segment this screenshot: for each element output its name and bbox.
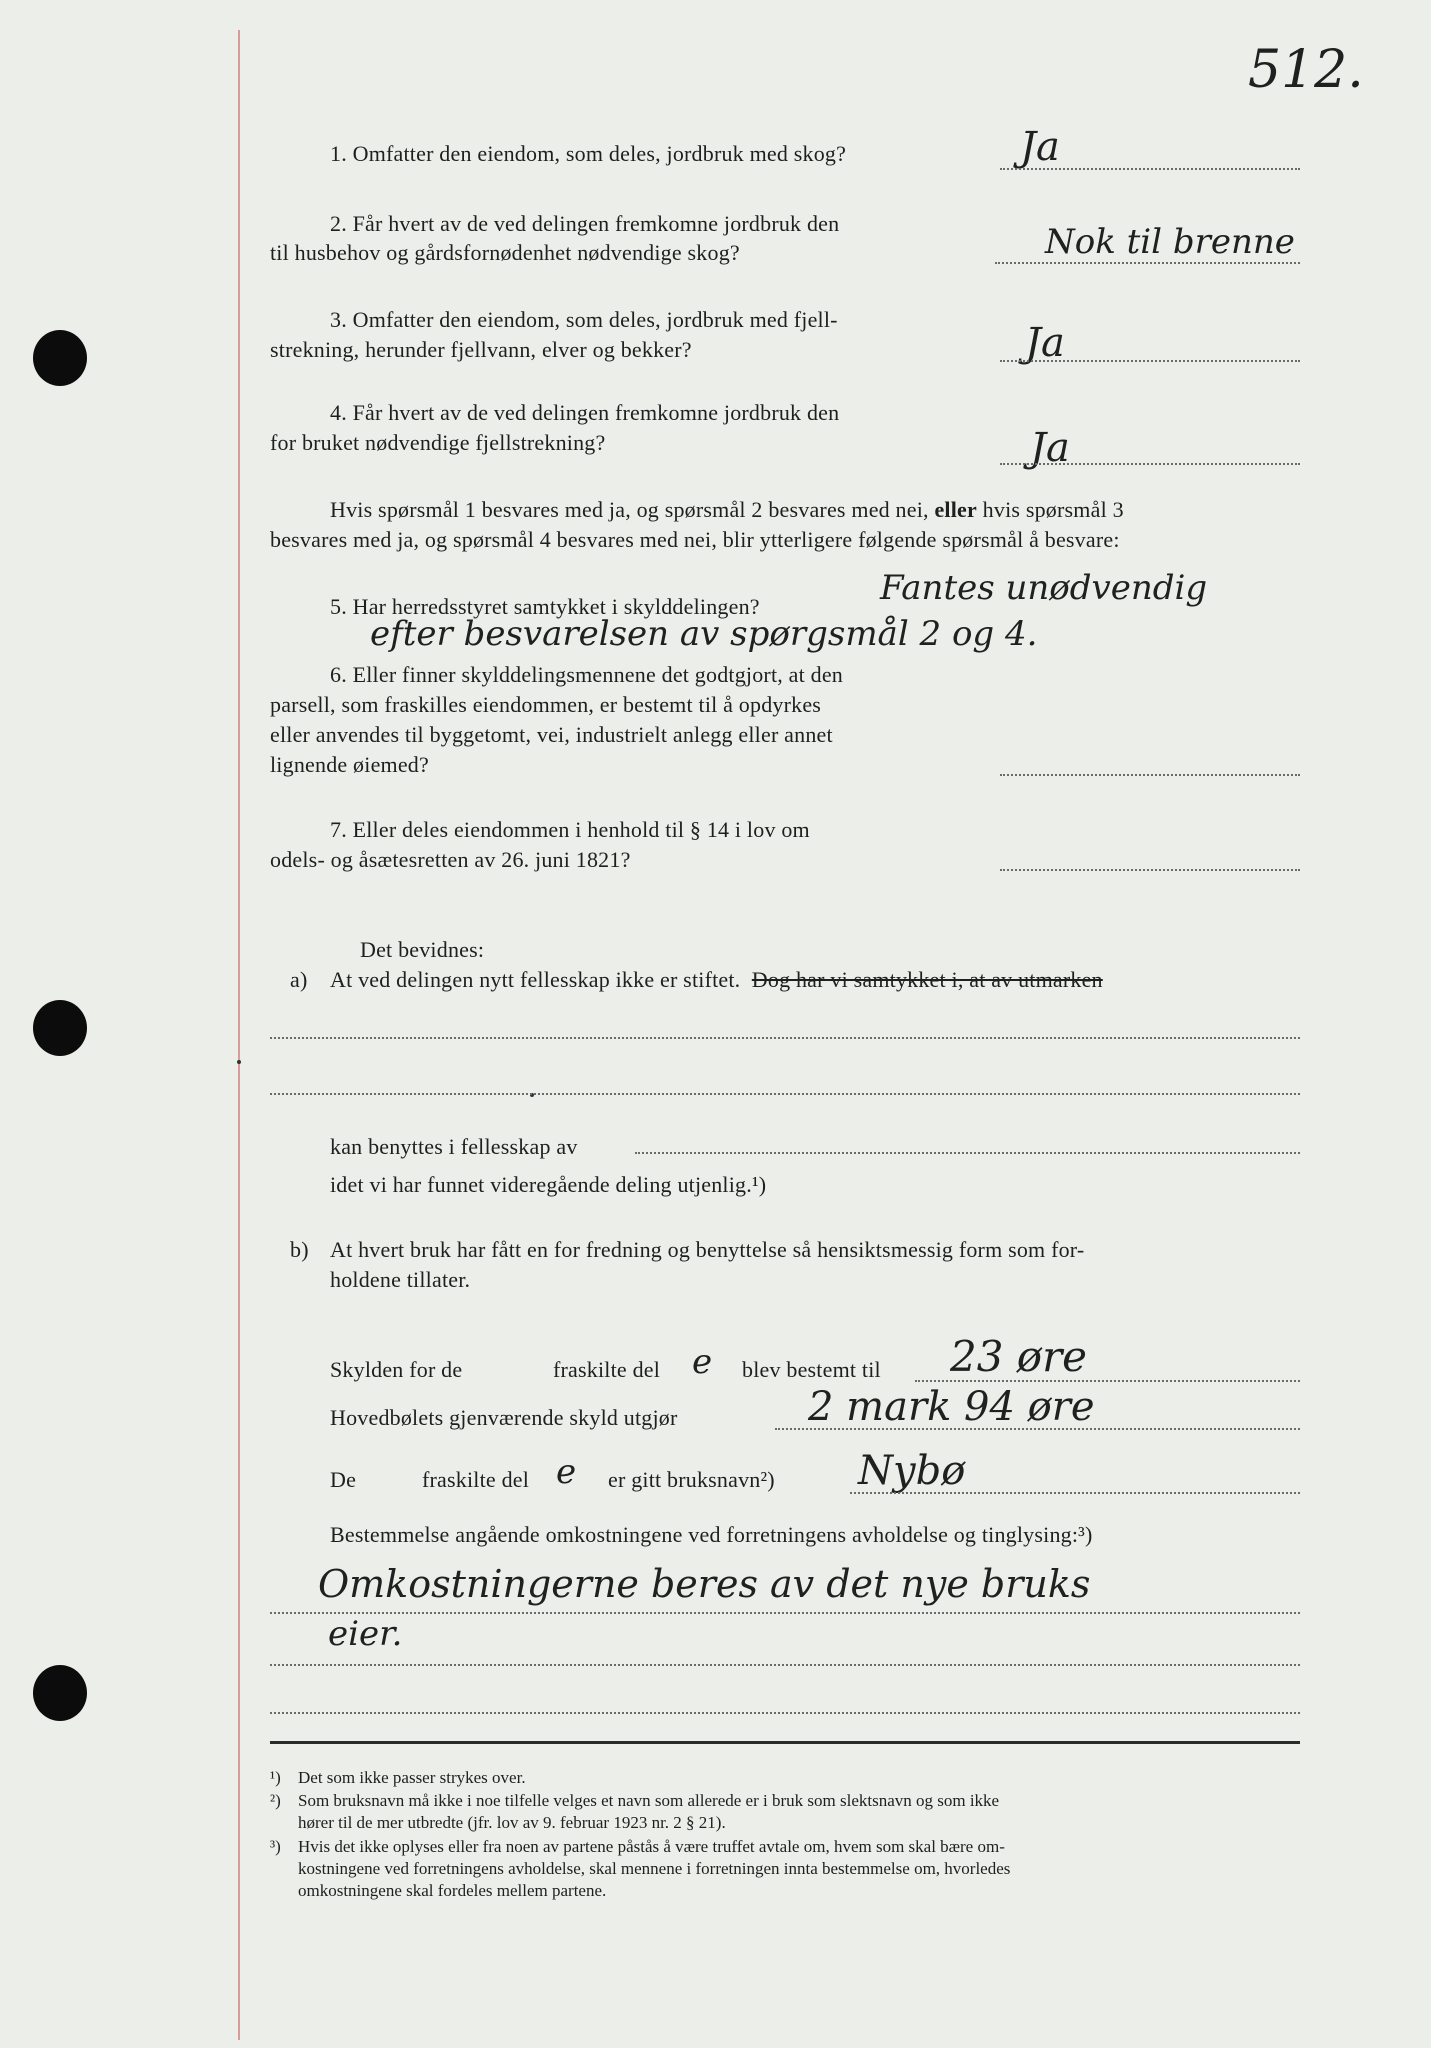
answer-line [270, 1712, 1300, 1714]
margin-mark [237, 1060, 241, 1064]
footnote-2-num: ²) [270, 1791, 281, 1810]
answer-1: Ja [1020, 124, 1060, 170]
certify-a-label: a) [290, 967, 308, 992]
navn-label-a: fraskilte del [422, 1467, 530, 1492]
skyld-label-a: Skylden for de [330, 1357, 463, 1382]
hoved-value: 2 mark 94 øre [808, 1384, 1095, 1430]
certify-a-text [330, 965, 1103, 995]
skyld-value: 23 øre [950, 1332, 1088, 1381]
question-3-line-1: 3. Omfatter den eiendom, som deles, jordbruk med fjell- [330, 307, 838, 332]
hoved-label: Hovedbølets gjenværende skyld utgjør [330, 1405, 678, 1430]
certify-further: idet vi har funnet videregående deling utjenlig.¹) [330, 1172, 767, 1197]
certify-heading: Det bevidnes: [360, 937, 485, 962]
question-7-line-2: odels- og åsætesretten av 26. juni 1821? [270, 847, 631, 872]
answer-line [1000, 774, 1300, 776]
answer-line [915, 1380, 1300, 1382]
question-5: 5. Har herredsstyret samtykket i skylddelingen? [330, 594, 760, 619]
blank-line [635, 1152, 1300, 1154]
question-6-line-1: 6. Eller finner skylddelingsmennene det godtgjort, at den [330, 662, 843, 687]
question-2-line-2: til husbehov og gårdsfornødenhet nødvendige skog? [270, 240, 740, 265]
answer-3: Ja [1025, 320, 1065, 366]
blank-line [270, 1093, 1300, 1095]
question-6-line-2: parsell, som fraskilles eiendommen, er bestemt til å opdyrkes [270, 692, 822, 717]
condition-bold: eller [934, 497, 977, 522]
navn-label-b: er gitt bruksnavn²) [608, 1467, 775, 1492]
answer-5-line-1: Fantes unødvendig [880, 568, 1208, 608]
certify-a-main: At ved delingen nytt fellesskap ikke er stiftet. [330, 967, 741, 992]
blank-line [270, 1037, 1300, 1039]
answer-line [1000, 360, 1300, 362]
skyld-fill: e [692, 1342, 713, 1382]
answer-line [270, 1664, 1300, 1666]
answer-4: Ja [1030, 425, 1070, 471]
condition-line-2: besvares med ja, og spørsmål 4 besvares med nei, blir ytterligere følgende spørsmål å besvare: [270, 527, 1120, 552]
answer-line [1000, 463, 1300, 465]
cost-value-line-1: Omkostningerne beres av det nye bruks [318, 1562, 1091, 1606]
question-3-line-2: strekning, herunder fjellvann, elver og bekker? [270, 337, 692, 362]
page-number: 512. [1248, 40, 1364, 100]
question-4-line-2: for bruket nødvendige fjellstrekning? [270, 430, 606, 455]
answer-5-line-2: efter besvarelsen av spørgsmål 2 og 4. [370, 614, 1038, 654]
navn-value: Nybø [858, 1448, 966, 1494]
footnote-1: Det som ikke passer strykes over. [298, 1768, 526, 1787]
cost-label: Bestemmelse angående omkostningene ved forretningens avholdelse og tinglysing:³) [330, 1522, 1093, 1547]
footnote-3-line-1: Hvis det ikke oplyses eller fra noen av partene påstås å være truffet avtale om, hvem som skal bære om- [298, 1837, 1005, 1856]
footnote-1-num: ¹) [270, 1768, 281, 1787]
condition-line-1 [330, 495, 1124, 525]
question-2-line-1: 2. Får hvert av de ved delingen fremkomne jordbruk den [330, 211, 840, 236]
skyld-label-c: blev bestemt til [742, 1357, 881, 1382]
navn-de: De [330, 1467, 357, 1492]
question-4-line-1: 4. Får hvert av de ved delingen fremkomne jordbruk den [330, 400, 840, 425]
answer-line [270, 1612, 1300, 1614]
condition-text-a: Hvis spørsmål 1 besvares med ja, og spørsmål 2 besvares med nei, [330, 497, 929, 522]
answer-line [850, 1492, 1300, 1494]
question-7-line-1: 7. Eller deles eiendommen i henhold til § 14 i lov om [330, 817, 810, 842]
footnote-3-num: ³) [270, 1837, 281, 1856]
answer-line [995, 262, 1300, 264]
certify-b-label: b) [290, 1237, 309, 1262]
question-6-line-4: lignende øiemed? [270, 752, 429, 777]
answer-line [1000, 168, 1300, 170]
footnote-3-line-2: kostningene ved forretningens avholdelse, skal mennene i forretningen innta bestemmelse om, hvorledes [298, 1859, 1011, 1878]
answer-line [1000, 869, 1300, 871]
condition-text-b: hvis spørsmål 3 [982, 497, 1124, 522]
question-1: 1. Omfatter den eiendom, som deles, jordbruk med skog? [330, 141, 847, 166]
navn-fill: e [556, 1452, 577, 1492]
skyld-label-b: fraskilte del [553, 1357, 661, 1382]
certify-b-line-2: holdene tillater. [330, 1267, 471, 1292]
footnote-2-line-1: Som bruksnavn må ikke i noe tilfelle velges et navn som allerede er i bruk som slektsnavn og som ikke [298, 1791, 1000, 1810]
footnote-2-line-2: hører til de mer utbredte (jfr. lov av 9. februar 1923 nr. 2 § 21). [298, 1813, 726, 1832]
answer-line [775, 1428, 1300, 1430]
punch-hole [33, 330, 87, 386]
answer-2: Nok til brenne [1045, 222, 1295, 262]
cost-value-line-2: eier. [328, 1614, 403, 1654]
certify-shared: kan benyttes i fellesskap av [330, 1134, 578, 1159]
question-6-line-3: eller anvendes til byggetomt, vei, industrielt anlegg eller annet [270, 722, 833, 747]
punch-hole [33, 1000, 87, 1056]
certify-b-line-1: At hvert bruk har fått en for fredning og benyttelse så hensiktsmessig form som for- [330, 1237, 1085, 1262]
punch-hole [33, 1665, 87, 1721]
margin-line [238, 30, 240, 2040]
certify-a-struck: Dog har vi samtykket i, at av utmarken [751, 967, 1103, 992]
footnote-3-line-3: omkostningene skal fordeles mellem partene. [298, 1881, 607, 1900]
footnote-rule [270, 1741, 1300, 1744]
